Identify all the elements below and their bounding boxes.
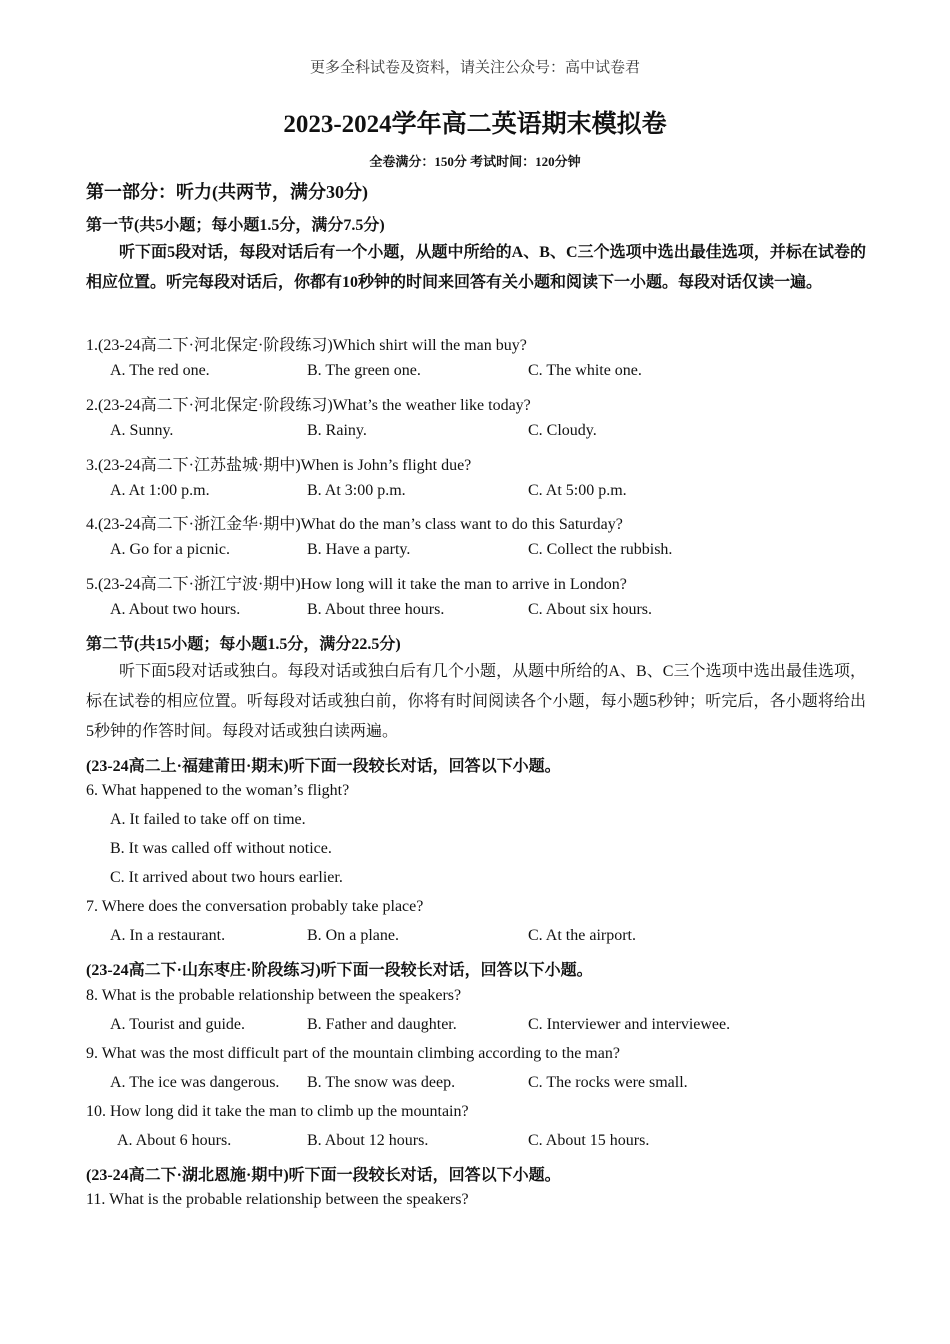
question-6: 6. What happened to the woman’s flight? — [86, 782, 350, 799]
option-4a: A. Go for a picnic. — [110, 541, 230, 558]
option-8b: B. Father and daughter. — [307, 1016, 457, 1033]
option-9b: B. The snow was deep. — [307, 1074, 456, 1091]
section2-instructions: 听下面5段对话或独白。每段对话或独白后有几个小题，从题中所给的A、B、C三个选项中选出最佳选项，标在试卷的相应位置。听每段对话或独白前，你将有时间阅读各个小题，每小题5秒钟；听完后，各小题将给出5秒钟的作答时间。每段对话或独白读两遍。 — [86, 663, 866, 740]
option-4c: C. Collect the rubbish. — [528, 541, 673, 558]
option-7c: C. At the airport. — [528, 927, 636, 944]
option-5b: B. About three hours. — [307, 601, 445, 618]
option-7a: A. In a restaurant. — [110, 927, 226, 944]
option-6c: C. It arrived about two hours earlier. — [110, 869, 343, 886]
option-2a: A. Sunny. — [110, 422, 174, 439]
group-heading-1: (23-24高二上·福建莆田·期末)听下面一段较长对话，回答以下小题。 — [86, 758, 561, 775]
option-7b: B. On a plane. — [307, 927, 399, 944]
option-3c: C. At 5:00 p.m. — [528, 482, 627, 499]
option-4b: B. Have a party. — [307, 541, 411, 558]
option-6a: A. It failed to take off on time. — [110, 811, 306, 828]
option-3a: A. At 1:00 p.m. — [110, 482, 210, 499]
question-3: 3.(23-24高二下·江苏盐城·期中)When is John’s flight due? — [86, 457, 472, 474]
section2-heading: 第二节(共15小题；每小题1.5分，满分22.5分) — [86, 636, 401, 653]
option-1a: A. The red one. — [110, 362, 210, 379]
option-8a: A. Tourist and guide. — [110, 1016, 246, 1033]
question-9: 9. What was the most difficult part of the mountain climbing according to the man? — [86, 1045, 620, 1062]
option-9c: C. The rocks were small. — [528, 1074, 688, 1091]
option-10a: A. About 6 hours. — [117, 1132, 232, 1149]
question-8: 8. What is the probable relationship between the speakers? — [86, 987, 462, 1004]
section1-heading: 第一节(共5小题；每小题1.5分，满分7.5分) — [86, 217, 385, 234]
option-10c: C. About 15 hours. — [528, 1132, 650, 1149]
group-heading-2: (23-24高二下·山东枣庄·阶段练习)听下面一段较长对话，回答以下小题。 — [86, 962, 593, 979]
page-header: 更多全科试卷及资料，请关注公众号：高中试卷君 — [309, 60, 640, 76]
question-11: 11. What is the probable relationship between the speakers? — [86, 1191, 469, 1208]
part1-heading: 第一部分：听力(共两节，满分30分) — [86, 182, 368, 202]
option-9a: A. The ice was dangerous. — [110, 1074, 280, 1091]
option-2c: C. Cloudy. — [528, 422, 597, 439]
section1-instructions: 听下面5段对话，每段对话后有一个小题，从题中所给的A、B、C三个选项中选出最佳选项，并标在试卷的相应位置。听完每段对话后，你都有10秒钟的时间来回答有关小题和阅读下一小题。每段对话仅读一遍。 — [86, 244, 866, 291]
question-5: 5.(23-24高二下·浙江宁波·期中)How long will it take the man to arrive in London? — [86, 576, 627, 593]
option-10b: B. About 12 hours. — [307, 1132, 429, 1149]
question-1: 1.(23-24高二下·河北保定·阶段练习)Which shirt will the man buy? — [86, 337, 527, 354]
option-1c: C. The white one. — [528, 362, 642, 379]
option-6b: B. It was called off without notice. — [110, 840, 332, 857]
exam-subtitle: 全卷满分：150分 考试时间：120分钟 — [369, 154, 581, 169]
option-8c: C. Interviewer and interviewee. — [528, 1016, 731, 1033]
option-5a: A. About two hours. — [110, 601, 241, 618]
exam-title: 2023-2024学年高二英语期末模拟卷 — [283, 111, 667, 138]
question-2: 2.(23-24高二下·河北保定·阶段练习)What’s the weather like today? — [86, 397, 531, 414]
group-heading-3: (23-24高二下·湖北恩施·期中)听下面一段较长对话，回答以下小题。 — [86, 1167, 561, 1184]
option-2b: B. Rainy. — [307, 422, 367, 439]
question-4: 4.(23-24高二下·浙江金华·期中)What do the man’s class want to do this Saturday? — [86, 516, 623, 533]
option-1b: B. The green one. — [307, 362, 421, 379]
option-3b: B. At 3:00 p.m. — [307, 482, 406, 499]
option-5c: C. About six hours. — [528, 601, 653, 618]
question-10: 10. How long did it take the man to climb up the mountain? — [86, 1103, 469, 1120]
question-7: 7. Where does the conversation probably take place? — [86, 898, 424, 915]
